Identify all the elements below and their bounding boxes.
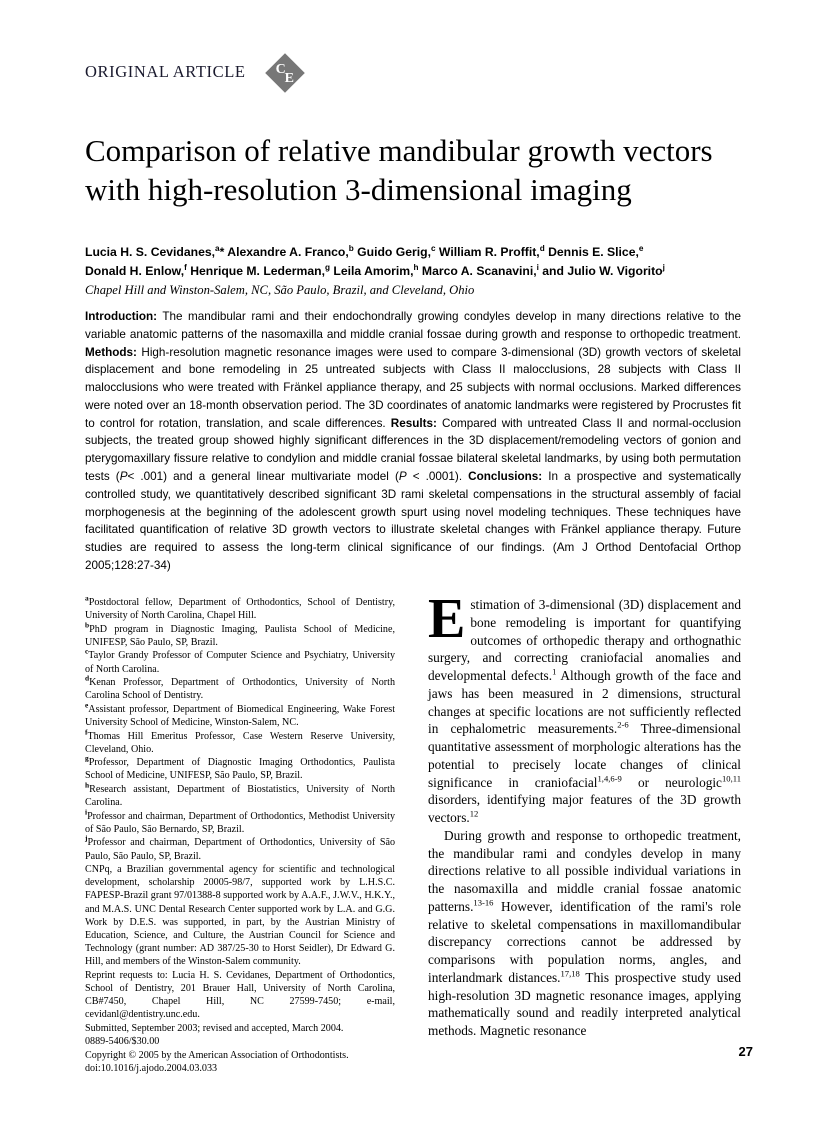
author-list	[85, 243, 755, 280]
page-title: Comparison of relative mandibular growth vectors with high-resolution 3-dimensional imaging	[85, 132, 713, 207]
footnote-item: $^b$PhD program in Diagnostic Imaging, Paulista School of Medicine, UNIFESP, São Paulo, SP, Brazil.	[85, 620, 395, 648]
author-line-2: Donald H. Enlow,$^f$ Henrique M. Lederman,$^g$ Leila Amorim,$^h$ Marco A. Scanavini,$^i$ and Julio W. Vigorito$^j$	[85, 262, 665, 278]
footnote-item: doi:10.1016/j.ajodo.2004.03.033	[85, 1063, 218, 1075]
footnote-item: $^g$Professor, Department of Diagnostic Imaging Orthodontics, Paulista School of Medicine, UNIFESP, São Paulo, SP, Brazil.	[85, 753, 395, 782]
author-affiliation-cities: Chapel Hill and Winston-Salem, NC, São Paulo, Brazil, and Cleveland, Ohio	[85, 283, 475, 297]
footnote-item: $^c$Taylor Grandy Professor of Computer Science and Psychiatry, University of North Carolina.	[85, 647, 395, 675]
original-article-label: ORIGINAL ARTICLE	[85, 62, 246, 81]
author-line-1: Lucia H. S. Cevidanes,$^a$* Alexandre A. Franco,$^b$ Guido Gerig,$^c$ William R. Proffit,$^d$ Dennis E. Slice,$^e$	[85, 243, 644, 259]
body-column	[428, 588, 742, 1040]
footnote-item: $^a$Postdoctoral fellow, Department of Orthodontics, School of Dentistry, University of North Carolina, Chapel Hill.	[85, 593, 395, 622]
body-paragraph-2: During growth and response to orthopedic treatment, the mandibular rami and condyles develop in many directions relative to all possible individual variations in the nasomaxilla and middle cranial fossae anatomic patterns.$^{13-16}$ However, identification of the rami's role relative to skeletal compensations in maxillomandibular discrepancy corrections cannot be addressed by comparisons with population norms, angles, and interlandmark distances.$^{17,18}$ This prospective study used high-resolution 3D magnetic resonance images, applying mathematically sound and readily interpreted analytical methods. Magnetic resonance	[428, 827, 741, 1038]
footnote-item: Reprint requests to: Lucia H. S. Cevidanes, Department of Orthodontics, School of Dentistry, 201 Brauer Hall, University of North Carolina, CB#7450, Chapel Hill, NC 27599-7450; e-mail, cevidanl@dentistry.unc.edu.	[85, 969, 395, 1020]
footnote-item: $^h$Research assistant, Department of Biostatistics, University of North Carolina.	[85, 780, 395, 809]
badge-letter-e: E	[284, 71, 294, 86]
footnote-item: $^d$Kenan Professor, Department of Orthodontics, University of North Carolina School of Dentistry.	[85, 673, 395, 702]
abstract-text: Introduction: The mandibular rami and their endochondrally growing condyles develop in many directions relative to the variable anatomic patterns of the nasomaxilla and middle cranial fossae during growth and response to orthopedic treatment. Methods: High-resolution magnetic resonance images were used to compare 3-dimensional (3D) growth vectors of skeletal displacement and bone remodeling in 25 untreated subjects with Class II malocclusions, 28 subjects with Class II malocclusions who were treated with Fränkel appliance therapy, and 25 subjects with normal occlusions. Marked differences were noted over an 18-month observation period. The 3D coordinates of anatomic landmarks were registered by Procrustes fit to control for rotation, translation, and scale differences. Results: Compared with untreated Class II and normal-occlusion subjects, the treated group showed highly significant differences in the 3D displacement/remodeling vectors of gonion and pterygomaxillary fissure relative to condylion and middle cranial fossae bilateral skeletal landmarks, by using both permutation tests (P< .001) and a general linear multivariate model (P < .0001). Conclusions: In a prospective and systematically controlled study, we quantitatively described significant 3D rami skeletal compensations in the structural assembly of facial morphogenesis at the beginning of the adolescent growth spurt using novel modeling techniques. These techniques have facilitated quantification of relative 3D growth vectors to illustrate skeletal changes with Fränkel appliance therapy. Future studies are required to assess the long-term clinical significance of our findings. (Am J Orthod Dentofacial Orthop 2005;128:27-34)	[85, 310, 742, 572]
article-header	[85, 52, 304, 92]
body-paragraph-1-text: stimation of 3-dimensional (3D) displacement and bone remodeling is important for quantifying outcomes of orthopedic therapy and orthognathic surgery, and correcting craniofacial anomalies and developmental defects.$^1$ Although growth of the face and jaws has been measured in 2 dimensions, structural changes at specific locations are not sufficiently reflected in cephalometric measurements.$^{2-6}$ Three-dimensional quantitative assessment of morphologic alterations has the potential to precisely locate changes of clinical significance in craniofacial$^{1,4,6-9}$ or neurologic$^{10,11}$ disorders, identifying major features of the 3D growth vectors.$^{12}$	[428, 597, 742, 825]
footnote-item: $^j$Professor and chairman, Department of Orthodontics, University of São Paulo, São Paulo, SP, Brazil.	[85, 834, 395, 862]
page-number: 27	[738, 1044, 753, 1059]
footnote-item: $^f$Thomas Hill Emeritus Professor, Case Western Reserve University, Cleveland, Ohio.	[85, 727, 395, 755]
footnote-item: Submitted, September 2003; revised and accepted, March 2004.	[85, 1022, 344, 1034]
badge-letter-c: C	[275, 62, 286, 77]
footnote-item: Copyright © 2005 by the American Association of Orthodontists.	[85, 1049, 349, 1061]
footnote-item: 0889-5406/$30.00	[85, 1036, 160, 1048]
body-paragraph-1	[428, 588, 742, 827]
drop-cap: E	[428, 588, 466, 650]
footnote-item: $^e$Assistant professor, Department of Biomedical Engineering, Wake Forest University School of Medicine, Winston-Salem, NC.	[85, 700, 395, 728]
footnotes-column	[85, 593, 395, 1076]
continuing-education-badge-icon	[266, 54, 304, 92]
footnote-item: CNPq, a Brazilian governmental agency for scientific and technological development, scholarship 20005-98/7, supported work by L.H.S.C. FAPESP-Brazil grant 97/01388-8 supported work by A.A.F., J.W.V., H.K.Y., and M.A.S. UNC Dental Research Center supported work by L.A. and G.G. Work by D.E.S. was supported, in part, by the Austrian Ministry of Education, Science, and Culture, the Austrian Council for Science and Technology (grant number: AD 387/25-30 to Horst Seidler), Dr Edward G. Hill, and members of the Winston-Salem community.	[85, 864, 395, 967]
footnote-item: $^i$Professor and chairman, Department of Orthodontics, Methodist University of São Paulo, São Bernardo, SP, Brazil.	[85, 807, 395, 835]
